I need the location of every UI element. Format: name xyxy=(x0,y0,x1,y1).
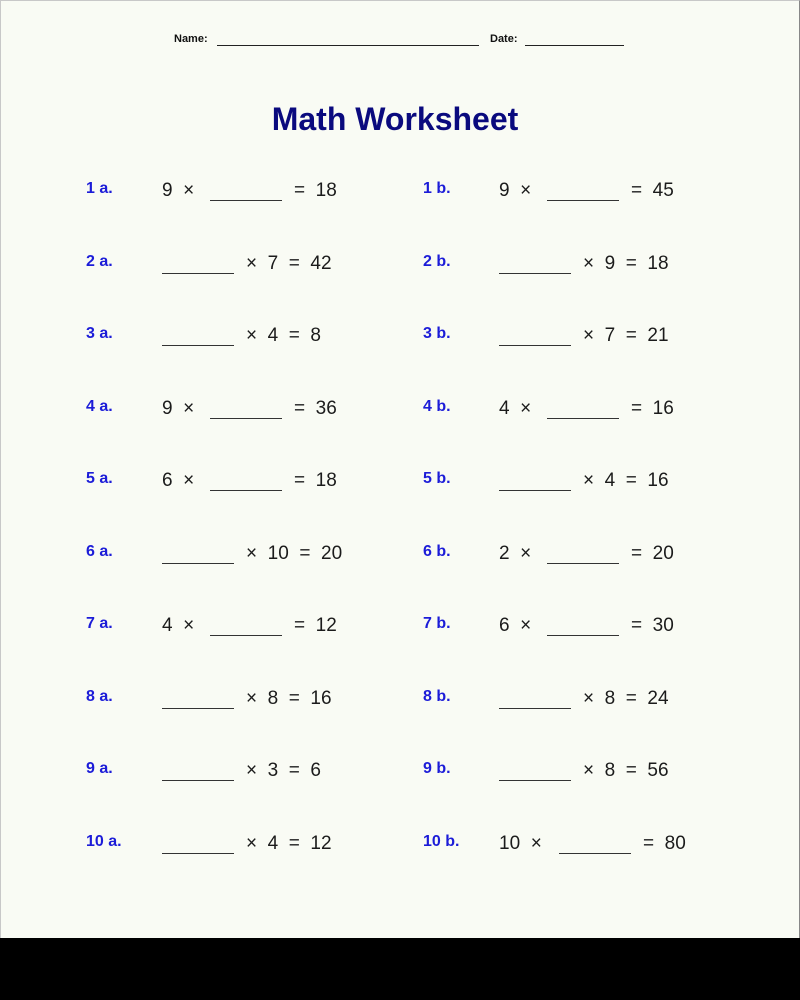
factor: 4 × xyxy=(162,615,195,636)
equation-text: = 18 xyxy=(294,180,337,201)
problem-4a xyxy=(86,398,406,428)
equation-text: × 3 = 6 xyxy=(246,760,321,781)
date-field[interactable] xyxy=(525,45,624,46)
equation-text: × 4 = 12 xyxy=(246,832,332,854)
factor: 6 × xyxy=(499,615,532,636)
problem-label: 5 a. xyxy=(86,470,113,487)
answer-blank[interactable] xyxy=(499,490,571,491)
problem-label: 2 b. xyxy=(423,252,451,270)
problem-label: 7 a. xyxy=(86,615,113,632)
problem-7b xyxy=(423,615,743,645)
equation-text: × 4 = 16 xyxy=(583,470,669,491)
equation-text: × 8 = 24 xyxy=(583,687,669,709)
answer-blank[interactable] xyxy=(547,418,619,419)
factor: 6 × xyxy=(162,470,195,491)
factor: 9 × xyxy=(162,180,195,201)
equation-text: × 4 = 8 xyxy=(246,325,321,346)
problem-2a xyxy=(86,253,406,283)
equation-text: = 20 xyxy=(631,542,674,564)
problem-1a xyxy=(86,180,406,210)
answer-blank[interactable] xyxy=(162,273,234,274)
factor: 4 × xyxy=(499,397,532,419)
equation-text: × 8 = 16 xyxy=(246,687,332,709)
problem-2b xyxy=(423,253,743,283)
equation-text: × 8 = 56 xyxy=(583,760,669,781)
problem-10a xyxy=(86,833,406,863)
problem-4b xyxy=(423,398,743,428)
factor: 9 × xyxy=(499,180,532,201)
answer-blank[interactable] xyxy=(210,490,282,491)
problem-8a xyxy=(86,688,406,718)
problem-label: 10 b. xyxy=(423,832,460,850)
equation-text: = 16 xyxy=(631,397,674,419)
equation-text: × 7 = 21 xyxy=(583,325,669,346)
answer-blank[interactable] xyxy=(559,853,631,854)
problem-5b xyxy=(423,470,743,500)
problem-label: 6 a. xyxy=(86,542,113,560)
equation-text: = 30 xyxy=(631,615,674,636)
problem-label: 1 a. xyxy=(86,180,113,197)
page-title: Math Worksheet xyxy=(271,101,519,137)
problem-label: 2 a. xyxy=(86,252,113,270)
problem-label: 6 b. xyxy=(423,542,451,560)
problem-label: 7 b. xyxy=(423,615,451,632)
answer-blank[interactable] xyxy=(547,200,619,201)
problem-9a xyxy=(86,760,406,790)
name-field[interactable] xyxy=(217,45,479,46)
equation-text: × 7 = 42 xyxy=(246,252,332,274)
problem-3b xyxy=(423,325,743,355)
equation-text: = 80 xyxy=(643,832,686,854)
problem-1b xyxy=(423,180,743,210)
problem-label: 9 a. xyxy=(86,760,113,777)
problem-label: 1 b. xyxy=(423,180,451,197)
answer-blank[interactable] xyxy=(162,345,234,346)
factor: 9 × xyxy=(162,397,195,419)
problem-label: 4 b. xyxy=(423,397,451,415)
problem-label: 5 b. xyxy=(423,470,451,487)
problem-5a xyxy=(86,470,406,500)
answer-blank[interactable] xyxy=(547,635,619,636)
name-label: Name: xyxy=(174,33,208,45)
answer-blank[interactable] xyxy=(499,345,571,346)
equation-text: = 36 xyxy=(294,397,337,419)
equation-text: = 12 xyxy=(294,615,337,636)
answer-blank[interactable] xyxy=(499,780,571,781)
problem-10b xyxy=(423,833,743,863)
answer-blank[interactable] xyxy=(210,200,282,201)
problem-label: 8 b. xyxy=(423,687,451,705)
bottom-bar xyxy=(0,938,800,1000)
problem-6a xyxy=(86,543,406,573)
answer-blank[interactable] xyxy=(162,780,234,781)
date-label: Date: xyxy=(490,33,518,45)
problem-6b xyxy=(423,543,743,573)
factor: 2 × xyxy=(499,542,532,564)
problem-7a xyxy=(86,615,406,645)
problem-label: 8 a. xyxy=(86,687,113,705)
equation-text: × 10 = 20 xyxy=(246,542,343,564)
problem-label: 10 a. xyxy=(86,832,122,850)
equation-text: = 45 xyxy=(631,180,674,201)
problem-label: 4 a. xyxy=(86,397,113,415)
answer-blank[interactable] xyxy=(162,708,234,709)
answer-blank[interactable] xyxy=(547,563,619,564)
problem-3a xyxy=(86,325,406,355)
equation-text: × 9 = 18 xyxy=(583,252,669,274)
factor: 10 × xyxy=(499,832,542,854)
answer-blank[interactable] xyxy=(499,708,571,709)
problem-8b xyxy=(423,688,743,718)
answer-blank[interactable] xyxy=(499,273,571,274)
answer-blank[interactable] xyxy=(210,635,282,636)
problem-9b xyxy=(423,760,743,790)
problem-label: 3 b. xyxy=(423,325,451,342)
problem-label: 9 b. xyxy=(423,760,451,777)
answer-blank[interactable] xyxy=(162,563,234,564)
equation-text: = 18 xyxy=(294,470,337,491)
answer-blank[interactable] xyxy=(162,853,234,854)
problem-label: 3 a. xyxy=(86,325,113,342)
answer-blank[interactable] xyxy=(210,418,282,419)
